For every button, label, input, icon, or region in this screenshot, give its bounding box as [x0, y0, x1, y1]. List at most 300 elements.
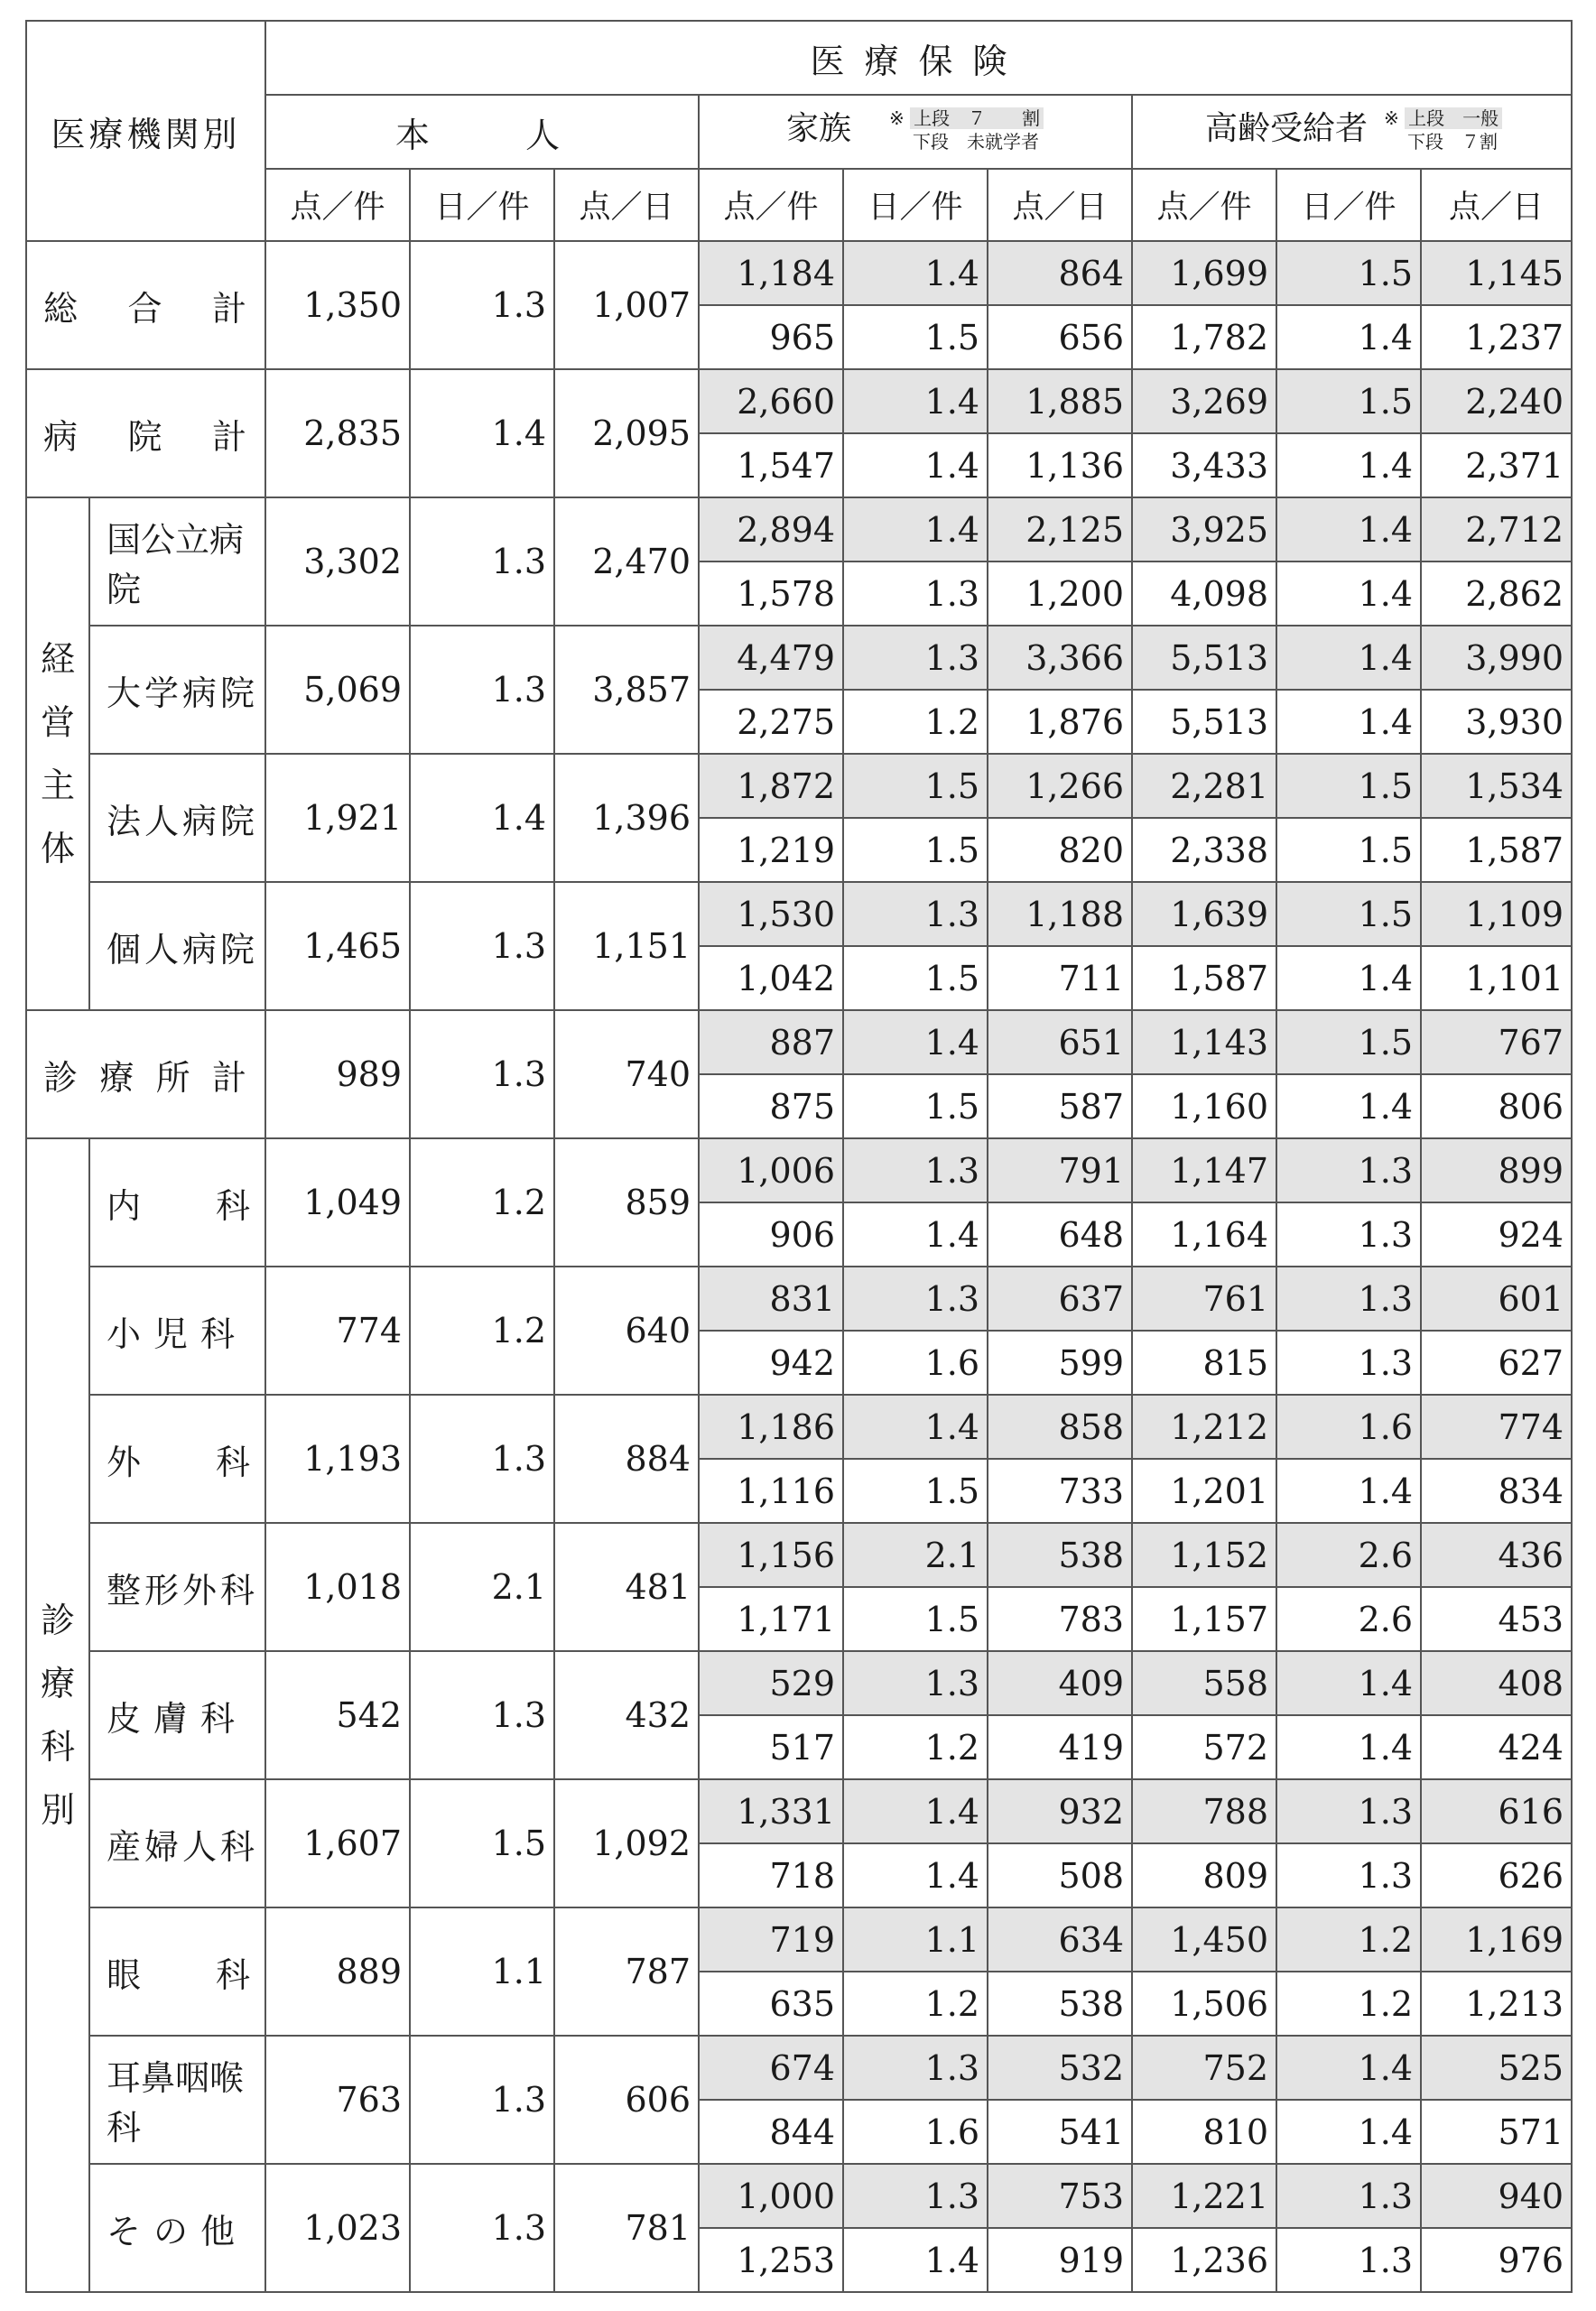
family-note-upper: 上段 ７ 割: [910, 107, 1044, 129]
honnin-value: 1.3: [410, 1651, 554, 1779]
lower-value: 810: [1132, 2100, 1276, 2164]
row-label: 小児科: [89, 1267, 265, 1395]
unit-header: 点／件: [265, 169, 410, 241]
row-label: 皮膚科: [89, 1651, 265, 1779]
lower-value: 1.2: [843, 1715, 988, 1779]
honnin-value: 1,023: [265, 2164, 410, 2292]
upper-value: 2,125: [988, 497, 1132, 562]
upper-value: 1,221: [1132, 2164, 1276, 2228]
upper-value: 634: [988, 1907, 1132, 1972]
upper-value: 887: [699, 1010, 843, 1074]
upper-value: 1,450: [1132, 1907, 1276, 1972]
lower-value: 783: [988, 1587, 1132, 1651]
lower-value: 1,171: [699, 1587, 843, 1651]
upper-value: 1.5: [1276, 241, 1421, 305]
upper-value: 408: [1421, 1651, 1572, 1715]
lower-value: 453: [1421, 1587, 1572, 1651]
lower-value: 1,042: [699, 946, 843, 1010]
upper-value: 2,281: [1132, 754, 1276, 818]
lower-value: 1,587: [1421, 818, 1572, 882]
lower-value: 1,253: [699, 2228, 843, 2292]
lower-value: 2.6: [1276, 1587, 1421, 1651]
lower-value: 806: [1421, 1074, 1572, 1138]
honnin-value: 1,151: [554, 882, 699, 1010]
honnin-value: 1,465: [265, 882, 410, 1010]
elder-note-upper: 上段 一般: [1405, 107, 1502, 129]
upper-value: 1.5: [1276, 882, 1421, 946]
honnin-value: 1.3: [410, 882, 554, 1010]
row-label: 病院計: [26, 369, 265, 497]
lower-value: 844: [699, 2100, 843, 2164]
upper-value: 637: [988, 1267, 1132, 1331]
honnin-value: 606: [554, 2036, 699, 2164]
lower-value: 627: [1421, 1331, 1572, 1395]
upper-value: 1,534: [1421, 754, 1572, 818]
upper-value: 831: [699, 1267, 843, 1331]
lower-value: 1,213: [1421, 1972, 1572, 2036]
row-label: 外科: [89, 1395, 265, 1523]
group-label-char: 主: [40, 766, 75, 805]
row-label: 眼科: [89, 1907, 265, 2036]
lower-value: 1,237: [1421, 305, 1572, 369]
upper-value: 2.1: [843, 1523, 988, 1587]
group-label-char: 経: [40, 639, 75, 679]
lower-value: 1,200: [988, 562, 1132, 626]
elder-header: [1132, 95, 1572, 169]
group-label-char: 体: [40, 829, 75, 868]
lower-value: 733: [988, 1459, 1132, 1523]
management-group-label: [26, 497, 89, 1010]
table-row: [26, 497, 1572, 562]
lower-value: 1.5: [843, 946, 988, 1010]
honnin-value: 781: [554, 2164, 699, 2292]
row-label: 産婦人科: [89, 1779, 265, 1907]
lower-value: 3,433: [1132, 433, 1276, 497]
honnin-value: 1.4: [410, 754, 554, 882]
upper-value: 2,894: [699, 497, 843, 562]
lower-value: 3,930: [1421, 690, 1572, 754]
lower-value: 834: [1421, 1459, 1572, 1523]
elder-header-label: 高齢受給者: [1205, 110, 1369, 147]
lower-value: 1,236: [1132, 2228, 1276, 2292]
honnin-value: 1.1: [410, 1907, 554, 2036]
upper-value: 1.5: [1276, 369, 1421, 433]
lower-value: 1.4: [1276, 690, 1421, 754]
upper-value: 1,186: [699, 1395, 843, 1459]
lower-value: 1.4: [1276, 562, 1421, 626]
honnin-value: 2,835: [265, 369, 410, 497]
honnin-value: 1.5: [410, 1779, 554, 1907]
table-row: [26, 626, 1572, 690]
upper-value: 4,479: [699, 626, 843, 690]
honnin-value: 740: [554, 1010, 699, 1138]
honnin-value: 787: [554, 1907, 699, 2036]
upper-value: 1,000: [699, 2164, 843, 2228]
honnin-value: 432: [554, 1651, 699, 1779]
upper-value: 864: [988, 241, 1132, 305]
honnin-value: 859: [554, 1138, 699, 1267]
lower-value: 1.4: [1276, 305, 1421, 369]
honnin-header: 本 人: [265, 95, 699, 169]
upper-value: 1.3: [843, 2036, 988, 2100]
row-label: 法人病院: [89, 754, 265, 882]
honnin-value: 542: [265, 1651, 410, 1779]
upper-value: 1.4: [843, 1395, 988, 1459]
upper-value: 791: [988, 1138, 1132, 1202]
institution-header: 医療機関別: [26, 21, 265, 241]
lower-value: 1.4: [843, 433, 988, 497]
unit-header: 点／件: [1132, 169, 1276, 241]
table-row: [26, 1395, 1572, 1459]
upper-value: 1.4: [843, 369, 988, 433]
upper-value: 2,240: [1421, 369, 1572, 433]
lower-value: 2,371: [1421, 433, 1572, 497]
honnin-value: 1.3: [410, 2036, 554, 2164]
table-row: [26, 1651, 1572, 1715]
upper-value: 1.5: [1276, 1010, 1421, 1074]
lower-value: 626: [1421, 1843, 1572, 1907]
upper-value: 1,885: [988, 369, 1132, 433]
upper-value: 1.3: [1276, 1138, 1421, 1202]
lower-value: 1.6: [843, 2100, 988, 2164]
group-label-char: 療: [40, 1664, 75, 1703]
upper-value: 1.3: [843, 2164, 988, 2228]
honnin-value: 1,018: [265, 1523, 410, 1651]
row-label: 国公立病院: [89, 497, 265, 626]
row-label: 整形外科: [89, 1523, 265, 1651]
upper-value: 940: [1421, 2164, 1572, 2228]
lower-value: 1.4: [843, 1843, 988, 1907]
table-row: [26, 2164, 1572, 2228]
honnin-value: 774: [265, 1267, 410, 1395]
upper-value: 1.4: [843, 1779, 988, 1843]
lower-value: 1.2: [843, 690, 988, 754]
upper-value: 788: [1132, 1779, 1276, 1843]
upper-value: 1.4: [1276, 1651, 1421, 1715]
lower-value: 2,862: [1421, 562, 1572, 626]
group-label-char: 科: [40, 1727, 75, 1767]
lower-value: 820: [988, 818, 1132, 882]
lower-value: 4,098: [1132, 562, 1276, 626]
honnin-value: 1,921: [265, 754, 410, 882]
lower-value: 635: [699, 1972, 843, 2036]
lower-value: 2,338: [1132, 818, 1276, 882]
lower-value: 875: [699, 1074, 843, 1138]
lower-value: 1.6: [843, 1331, 988, 1395]
insurance-header: 医療保険: [265, 21, 1572, 95]
honnin-value: 1,396: [554, 754, 699, 882]
upper-value: 858: [988, 1395, 1132, 1459]
lower-value: 815: [1132, 1331, 1276, 1395]
upper-value: 532: [988, 2036, 1132, 2100]
upper-value: 1.3: [843, 882, 988, 946]
row-label: 大学病院: [89, 626, 265, 754]
upper-value: 1,331: [699, 1779, 843, 1843]
honnin-value: 1.3: [410, 1010, 554, 1138]
lower-value: 424: [1421, 1715, 1572, 1779]
lower-value: 1,164: [1132, 1202, 1276, 1267]
elder-note-mark: ※: [1384, 107, 1399, 129]
upper-value: 1,266: [988, 754, 1132, 818]
honnin-value: 3,302: [265, 497, 410, 626]
upper-value: 1,872: [699, 754, 843, 818]
upper-value: 1,006: [699, 1138, 843, 1202]
elder-note-lower: 下段 ７割: [1407, 131, 1499, 153]
lower-value: 1,116: [699, 1459, 843, 1523]
upper-value: 1.1: [843, 1907, 988, 1972]
table-row: [26, 754, 1572, 818]
honnin-value: 1,049: [265, 1138, 410, 1267]
upper-value: 651: [988, 1010, 1132, 1074]
honnin-value: 1.3: [410, 1395, 554, 1523]
upper-value: 1.4: [843, 1010, 988, 1074]
lower-value: 1.4: [1276, 1715, 1421, 1779]
upper-value: 1.3: [1276, 1267, 1421, 1331]
lower-value: 1,587: [1132, 946, 1276, 1010]
upper-value: 1,639: [1132, 882, 1276, 946]
upper-value: 538: [988, 1523, 1132, 1587]
lower-value: 599: [988, 1331, 1132, 1395]
lower-value: 1.3: [1276, 1843, 1421, 1907]
honnin-value: 1,193: [265, 1395, 410, 1523]
upper-value: 409: [988, 1651, 1132, 1715]
honnin-value: 1,092: [554, 1779, 699, 1907]
lower-value: 1.2: [1276, 1972, 1421, 2036]
row-label: 診療所計: [26, 1010, 265, 1138]
upper-value: 1.3: [843, 1651, 988, 1715]
honnin-value: 1.3: [410, 241, 554, 369]
upper-value: 616: [1421, 1779, 1572, 1843]
row-label: 個人病院: [89, 882, 265, 1010]
upper-value: 1.3: [1276, 1779, 1421, 1843]
table-body: [26, 241, 1572, 2292]
lower-value: 976: [1421, 2228, 1572, 2292]
statistics-table-container: [25, 20, 1573, 2293]
upper-value: 3,366: [988, 626, 1132, 690]
lower-value: 5,513: [1132, 690, 1276, 754]
upper-value: 1.2: [1276, 1907, 1421, 1972]
row-label: 内科: [89, 1138, 265, 1267]
upper-value: 1.3: [1276, 2164, 1421, 2228]
honnin-value: 1,350: [265, 241, 410, 369]
table-row: [26, 2036, 1572, 2100]
honnin-value: 1.2: [410, 1267, 554, 1395]
honnin-value: 989: [265, 1010, 410, 1138]
family-header-label: 家族: [786, 110, 852, 147]
table-row: [26, 369, 1572, 433]
upper-value: 1.4: [843, 241, 988, 305]
table-row: [26, 1010, 1572, 1074]
upper-value: 1,212: [1132, 1395, 1276, 1459]
honnin-value: 1.4: [410, 369, 554, 497]
upper-value: 1,699: [1132, 241, 1276, 305]
honnin-value: 2.1: [410, 1523, 554, 1651]
lower-value: 1.4: [1276, 1074, 1421, 1138]
upper-value: 1.4: [1276, 626, 1421, 690]
upper-value: 1.4: [1276, 497, 1421, 562]
upper-value: 1,145: [1421, 241, 1572, 305]
honnin-value: 3,857: [554, 626, 699, 754]
row-label: 総合計: [26, 241, 265, 369]
upper-value: 899: [1421, 1138, 1572, 1202]
lower-value: 571: [1421, 2100, 1572, 2164]
honnin-value: 884: [554, 1395, 699, 1523]
upper-value: 1.4: [1276, 2036, 1421, 2100]
upper-value: 674: [699, 2036, 843, 2100]
honnin-value: 5,069: [265, 626, 410, 754]
lower-value: 1.4: [843, 2228, 988, 2292]
upper-value: 1.4: [843, 497, 988, 562]
honnin-value: 1.3: [410, 2164, 554, 2292]
lower-value: 1,219: [699, 818, 843, 882]
table-row: [26, 1907, 1572, 1972]
lower-value: 924: [1421, 1202, 1572, 1267]
upper-value: 3,990: [1421, 626, 1572, 690]
lower-value: 648: [988, 1202, 1132, 1267]
lower-value: 1,782: [1132, 305, 1276, 369]
lower-value: 1.2: [843, 1972, 988, 2036]
lower-value: 656: [988, 305, 1132, 369]
upper-value: 932: [988, 1779, 1132, 1843]
upper-value: 525: [1421, 2036, 1572, 2100]
upper-value: 719: [699, 1907, 843, 1972]
lower-value: 587: [988, 1074, 1132, 1138]
upper-value: 1.3: [843, 1138, 988, 1202]
lower-value: 1.4: [1276, 1459, 1421, 1523]
upper-value: 1,530: [699, 882, 843, 946]
lower-value: 809: [1132, 1843, 1276, 1907]
lower-value: 1.3: [1276, 1331, 1421, 1395]
family-header: [699, 95, 1132, 169]
lower-value: 572: [1132, 1715, 1276, 1779]
upper-value: 558: [1132, 1651, 1276, 1715]
upper-value: 1,109: [1421, 882, 1572, 946]
upper-value: 1.3: [843, 626, 988, 690]
elder-note: [1384, 107, 1502, 153]
upper-value: 1,156: [699, 1523, 843, 1587]
group-label-char: 営: [40, 702, 75, 742]
honnin-value: 1.2: [410, 1138, 554, 1267]
table-row: [26, 1267, 1572, 1331]
upper-value: 436: [1421, 1523, 1572, 1587]
family-note-lower: 下段 未就学者: [913, 131, 1040, 153]
lower-value: 1.4: [843, 1202, 988, 1267]
upper-value: 767: [1421, 1010, 1572, 1074]
group-label-char: 診: [40, 1601, 75, 1640]
upper-value: 753: [988, 2164, 1132, 2228]
lower-value: 1.3: [1276, 2228, 1421, 2292]
upper-value: 1.6: [1276, 1395, 1421, 1459]
upper-value: 774: [1421, 1395, 1572, 1459]
lower-value: 1.4: [1276, 433, 1421, 497]
upper-value: 2,712: [1421, 497, 1572, 562]
unit-header: 日／件: [410, 169, 554, 241]
table-row: [26, 1779, 1572, 1843]
lower-value: 1,201: [1132, 1459, 1276, 1523]
department-group-label: [26, 1138, 89, 2292]
unit-header: 日／件: [1276, 169, 1421, 241]
lower-value: 1.5: [843, 1459, 988, 1523]
lower-value: 1,578: [699, 562, 843, 626]
unit-header: 点／日: [988, 169, 1132, 241]
lower-value: 965: [699, 305, 843, 369]
lower-value: 711: [988, 946, 1132, 1010]
honnin-value: 1,007: [554, 241, 699, 369]
lower-value: 1.5: [843, 1587, 988, 1651]
upper-value: 1,143: [1132, 1010, 1276, 1074]
lower-value: 508: [988, 1843, 1132, 1907]
lower-value: 942: [699, 1331, 843, 1395]
unit-header: 日／件: [843, 169, 988, 241]
lower-value: 2,275: [699, 690, 843, 754]
upper-value: 1,188: [988, 882, 1132, 946]
upper-value: 2,660: [699, 369, 843, 433]
upper-value: 1.3: [843, 1267, 988, 1331]
lower-value: 1.3: [843, 562, 988, 626]
row-label: 耳鼻咽喉科: [89, 2036, 265, 2164]
table-row: [26, 1523, 1572, 1587]
upper-value: 1.5: [1276, 754, 1421, 818]
lower-value: 1.5: [843, 305, 988, 369]
honnin-value: 1.3: [410, 497, 554, 626]
lower-value: 1,101: [1421, 946, 1572, 1010]
lower-value: 1.5: [1276, 818, 1421, 882]
lower-value: 1.4: [1276, 2100, 1421, 2164]
lower-value: 538: [988, 1972, 1132, 2036]
table-row: [26, 882, 1572, 946]
unit-header: 点／日: [554, 169, 699, 241]
upper-value: 752: [1132, 2036, 1276, 2100]
honnin-value: 763: [265, 2036, 410, 2164]
lower-value: 1,160: [1132, 1074, 1276, 1138]
lower-value: 1.5: [843, 818, 988, 882]
upper-value: 3,269: [1132, 369, 1276, 433]
upper-value: 1,169: [1421, 1907, 1572, 1972]
upper-value: 5,513: [1132, 626, 1276, 690]
lower-value: 1,506: [1132, 1972, 1276, 2036]
lower-value: 1.5: [843, 1074, 988, 1138]
lower-value: 1.3: [1276, 1202, 1421, 1267]
unit-header: 点／日: [1421, 169, 1572, 241]
honnin-value: 1,607: [265, 1779, 410, 1907]
honnin-value: 481: [554, 1523, 699, 1651]
upper-value: 601: [1421, 1267, 1572, 1331]
table-row: [26, 1138, 1572, 1202]
table-row: [26, 241, 1572, 305]
upper-value: 1,152: [1132, 1523, 1276, 1587]
upper-value: 761: [1132, 1267, 1276, 1331]
lower-value: 1,136: [988, 433, 1132, 497]
lower-value: 1.4: [1276, 946, 1421, 1010]
group-label-char: 別: [40, 1790, 75, 1830]
lower-value: 517: [699, 1715, 843, 1779]
lower-value: 541: [988, 2100, 1132, 2164]
upper-value: 1.5: [843, 754, 988, 818]
lower-value: 1,876: [988, 690, 1132, 754]
lower-value: 1,547: [699, 433, 843, 497]
upper-value: 1,184: [699, 241, 843, 305]
honnin-value: 889: [265, 1907, 410, 2036]
lower-value: 718: [699, 1843, 843, 1907]
honnin-value: 2,470: [554, 497, 699, 626]
honnin-value: 1.3: [410, 626, 554, 754]
upper-value: 1,147: [1132, 1138, 1276, 1202]
honnin-value: 2,095: [554, 369, 699, 497]
lower-value: 919: [988, 2228, 1132, 2292]
row-label: その他: [89, 2164, 265, 2292]
upper-value: 3,925: [1132, 497, 1276, 562]
upper-value: 2.6: [1276, 1523, 1421, 1587]
